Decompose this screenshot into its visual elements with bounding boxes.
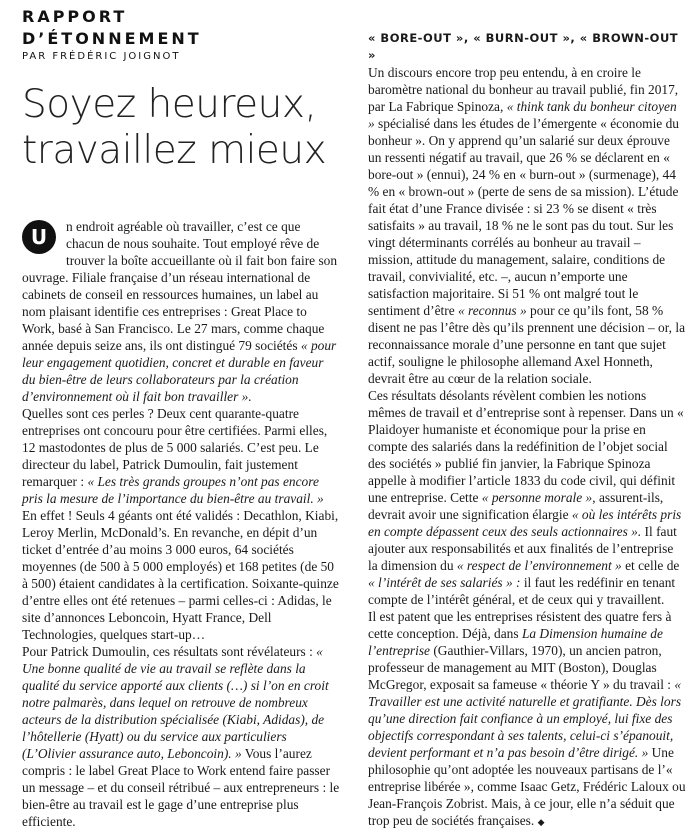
kicker: [22, 6, 340, 50]
text-run: , assurent-ils, devrait avoir une signification élargie: [368, 490, 664, 522]
text-run: n endroit agréable où travailler, c’est ce que chacun de nous souhaite. Tout employé rêve de trouver la boîte accueillante où il fait bon faire son ouvrage. Filiale française d’un réseau international de cabinets de conseil en ressources humaines, un label au nom plaisant identifie ces entreprises : Great Place to Work, basé à San Francisco. Le 27 mars, comme chaque année depuis seize ans, ils ont distingué 79 sociétés: [22, 219, 338, 353]
dropcap-badge: U: [22, 220, 56, 254]
quote-run: « pour leur engagement quotidien, concret et durable en faveur du bien-être de leurs collaborateurs par la création d’environnement où il fait bon travailler ».: [22, 338, 337, 404]
quote-run: « Une bonne qualité de vie au travail se reflète dans la qualité du service apporté aux clients (…) si l’on en croit notre palmarès, dans lequel on retrouve de nombreux acteurs de la distribution spécialisée (Kiabi, Adidas), de l’hôtellerie (Hyatt) ou du service aux particuliers (L’Olivier assurance auto, Leboncoin). »: [22, 644, 329, 761]
left-column: [22, 6, 340, 830]
headline-line-2: travaillez mieux: [22, 128, 327, 173]
text-run: Ces résultats désolants révèlent combien les notions mêmes de travail et d’entreprise sont à repenser. Dans un « Plaidoyer humaniste et économique pour la prise en compte des salariés dans la redéfinition de l’objet social des sociétés » publié fin janvier, la Fabrique Spinoza appelle à modifier l’article 1833 du code civil, qui définit une entreprise. Cette: [368, 388, 684, 505]
quote-run: « reconnus »: [457, 303, 527, 318]
paragraph: [22, 643, 340, 830]
headline: [22, 82, 340, 174]
text-run: En effet ! Seuls 4 géants ont été validés : Decathlon, Kiabi, Leroy Merlin, McDonald’s. En revanche, en dépit d’un ticket d’entrée d’au moins 3 000 euros, 64 sociétés moyennes (de 500 à 5 000 employés) et 168 petites (de 50 à 500) étaient candidates à la certification. Soixante-quinze d’entre elles ont été retenues – parmi celles-ci : Adidas, le site d’annonces Leboncoin, Hyatt France, Dell Technologies, quelques start-up…: [22, 508, 339, 642]
paragraph: [368, 64, 686, 387]
text-run: (Gauthier-Villars, 1970), un ancien patron, professeur de management au MIT (Boston), Douglas McGregor, exposait sa fameuse « théorie Y » du travail :: [368, 643, 675, 692]
text-run: Pour Patrick Dumoulin, ces résultats sont révélateurs :: [22, 644, 317, 659]
kicker-line-1: RAPPORT: [22, 7, 128, 26]
text-run: Vous l’aurez compris : le label Great Place to Work entend faire passer un message – et du conseil rétribué – aux entrepreneurs : le bien-être au travail est le gage d’une entreprise plus efficiente.: [22, 746, 340, 829]
quote-run: « Les très grands groupes n’ont pas encore pris la mesure de l’importance du bien-être au travail. »: [22, 474, 324, 506]
text-run: Une philosophie qu’ont adoptée les nouveaux partisans de l’« entreprise libérée », comme Isaac Getz, Frédéric Laloux ou Jean-François Zobrist. Mais, à ce jour, elle n’a séduit que trop peu de sociétés françaises.: [368, 745, 686, 828]
kicker-line-2: D’ÉTONNEMENT: [22, 29, 202, 48]
right-column: [368, 30, 686, 831]
text-run: et celle de: [621, 558, 680, 573]
text-run: Il faut ajouter aux responsabilités et aux finalités de l’entreprise la dimension du: [368, 524, 677, 573]
text-run: Il est patent que les entreprises résistent des quatre fers à cette conception. Déjà, dans: [368, 609, 672, 641]
paragraph: [368, 608, 686, 831]
text-run: Un discours encore trop peu entendu, à en croire le baromètre national du bonheur au travail publié, fin 2017, par La Fabrique Spinoza,: [368, 65, 679, 114]
headline-line-1: Soyez heureux,: [22, 82, 317, 127]
text-run: il faut les redéfinir en tenant compte de l’intérêt général, et de ceux qui y travaillent.: [368, 575, 676, 607]
quote-run: « think tank du bonheur citoyen »: [368, 99, 677, 131]
text-run: spécialisé dans les études de l’émergente « économie du bonheur ». On y apprend qu’un salarié sur deux éprouve un ressenti négatif au travail, que 26 % se déclarent en « bore-out » (ennui), 24 % en « burn-out » (surmenage), 44 % en « brown-out » (perte de sens de sa mission). L’étude fait état d’une France divisée : si 23 % se disent « très satisfaits » au travail, 18 % ne le sont pas du tout. Sur les vingt déterminants corrélés au bonheur au travail – mission, attitude du management, salaire, conditions de travail, convivialité, etc. –, aucun n’emporte une satisfaction majoritaire. Si 51 % ont malgré tout le sentiment d’être: [368, 116, 679, 318]
end-mark-icon: ◆: [537, 817, 545, 827]
section-heading: « BORE-OUT », « BURN-OUT », « BROWN-OUT »: [368, 31, 679, 62]
quote-run: « où les intérêts pris en compte dépassent ceux des seuls actionnaires ».: [368, 507, 682, 539]
book-title: La Dimension humaine de l’entreprise: [368, 626, 663, 658]
quote-run: « l’intérêt de ses salariés » :: [368, 575, 521, 590]
left-body: [22, 218, 340, 830]
quote-run: « respect de l’environnement »: [456, 558, 622, 573]
paragraph-intro: [22, 218, 340, 405]
paragraph: [22, 405, 340, 643]
paragraph: [368, 387, 686, 608]
text-run: pour ce qu’ils font, 58 % disent ne pas l’être dès qu’ils prennent une décision – or, la reconnaissance morale d’une personne en tant que sujet actif, souligne le philosophe allemand Axel Honneth, devrait être au cœur de la relation sociale.: [368, 303, 686, 386]
quote-run: « personne morale »: [481, 490, 593, 505]
byline: PAR FRÉDÉRIC JOIGNOT: [22, 51, 181, 62]
text-run: Quelles sont ces perles ? Deux cent quarante-quatre entreprises ont concouru pour être certifiées. Parmi elles, 12 mastodontes de plus de 5 000 salariés. C’est peu. Le directeur du label, Patrick Dumoulin, fait justement remarquer :: [22, 406, 328, 489]
quote-run: « Travailler est une activité naturelle et gratifiante. Dès lors qu’une direction fait confiance à un employé, lui fixe des objectifs correspondant à ses talents, celui-ci s’épanouit, devient performant et n’a pas besoin d’être dirigé. »: [368, 677, 682, 760]
